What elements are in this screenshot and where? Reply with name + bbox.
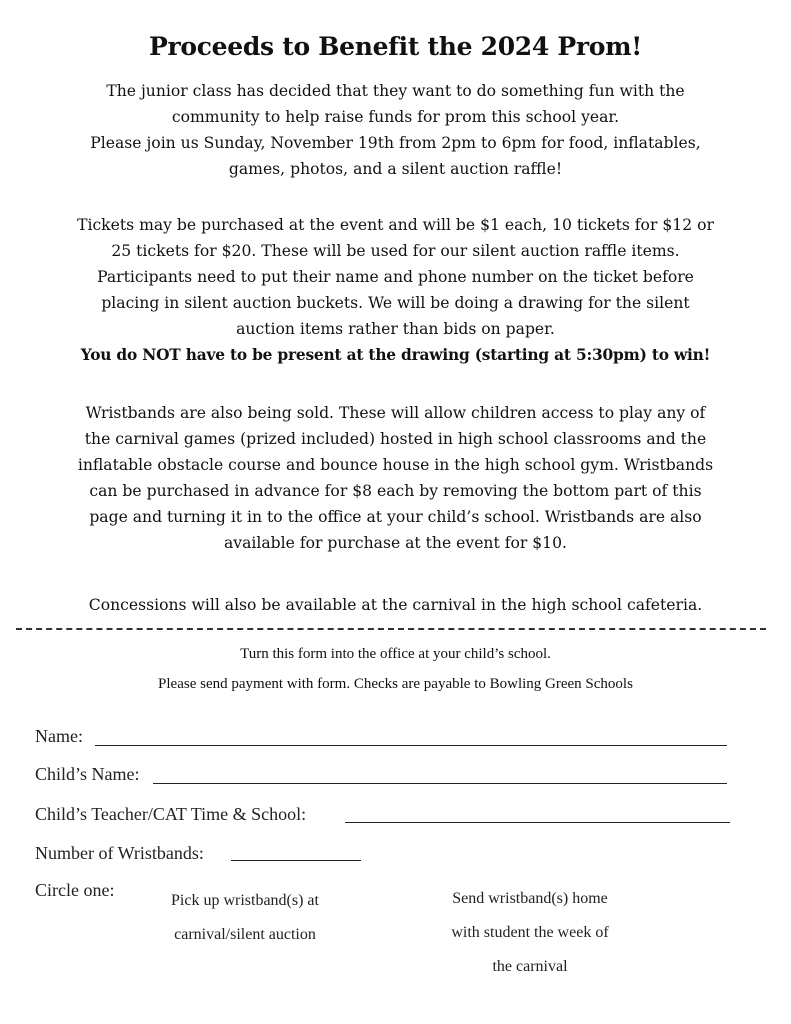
wristband-line: available for purchase at the event for $10. xyxy=(224,534,567,552)
circle-one-label: Circle one: xyxy=(35,880,115,900)
form-instruction: Turn this form into the office at your child’s school. xyxy=(240,646,551,662)
intro-line: games, photos, and a silent auction raffle! xyxy=(228,160,563,178)
child-name-field[interactable] xyxy=(153,783,727,784)
payment-instruction: Please send payment with form. Checks are payable to Bowling Green Schools xyxy=(158,676,633,692)
concessions-paragraph xyxy=(0,592,791,618)
intro-line: Please join us Sunday, November 19th from 2pm to 6pm for food, inflatables, xyxy=(90,134,701,152)
tickets-line: Participants need to put their name and phone number on the ticket before xyxy=(97,268,694,286)
name-field[interactable] xyxy=(95,745,727,746)
wristband-paragraph xyxy=(0,400,791,556)
intro-line: The junior class has decided that they want to do something fun with the xyxy=(106,82,685,100)
wristband-line: inflatable obstacle course and bounce house in the high school gym. Wristbands xyxy=(77,456,714,474)
wristband-line: Wristbands are also being sold. These will allow children access to play any of xyxy=(85,404,706,422)
tickets-paragraph xyxy=(0,212,791,368)
drawing-notice: You do NOT have to be present at the drawing (starting at 5:30pm) to win! xyxy=(80,346,711,364)
tickets-line: placing in silent auction buckets. We will be doing a drawing for the silent xyxy=(101,294,690,312)
wristband-line: page and turning it in to the office at your child’s school. Wristbands are also xyxy=(89,508,702,526)
wristbands-field[interactable] xyxy=(231,860,361,861)
option-pickup-line: carnival/silent auction xyxy=(174,926,316,943)
teacher-field[interactable] xyxy=(345,822,730,823)
tickets-line: 25 tickets for $20. These will be used for our silent auction raffle items. xyxy=(111,242,680,260)
intro-line: community to help raise funds for prom this school year. xyxy=(171,108,620,126)
tickets-line: Tickets may be purchased at the event and will be $1 each, 10 tickets for $12 or xyxy=(77,216,714,234)
child-name-label: Child’s Name: xyxy=(35,764,140,784)
wristband-line: the carnival games (prized included) hosted in high school classrooms and the xyxy=(84,430,707,448)
wristband-line: can be purchased in advance for $8 each by removing the bottom part of this xyxy=(89,482,702,500)
intro-paragraph xyxy=(0,78,791,182)
option-pickup[interactable] xyxy=(130,884,360,952)
cut-line xyxy=(16,628,766,630)
option-pickup-line: Pick up wristband(s) at xyxy=(171,892,319,909)
concessions-line: Concessions will also be available at the carnival in the high school cafeteria. xyxy=(88,596,703,614)
option-send-line: Send wristband(s) home xyxy=(452,890,608,907)
name-label: Name: xyxy=(35,726,83,746)
option-send-line: with student the week of xyxy=(451,924,609,941)
wristbands-label: Number of Wristbands: xyxy=(35,843,204,863)
page-title: Proceeds to Benefit the 2024 Prom! xyxy=(149,32,642,61)
option-send-home[interactable] xyxy=(410,882,650,984)
option-send-line: the carnival xyxy=(492,958,568,975)
tickets-line: auction items rather than bids on paper. xyxy=(236,320,555,338)
teacher-label: Child’s Teacher/CAT Time & School: xyxy=(35,804,307,824)
